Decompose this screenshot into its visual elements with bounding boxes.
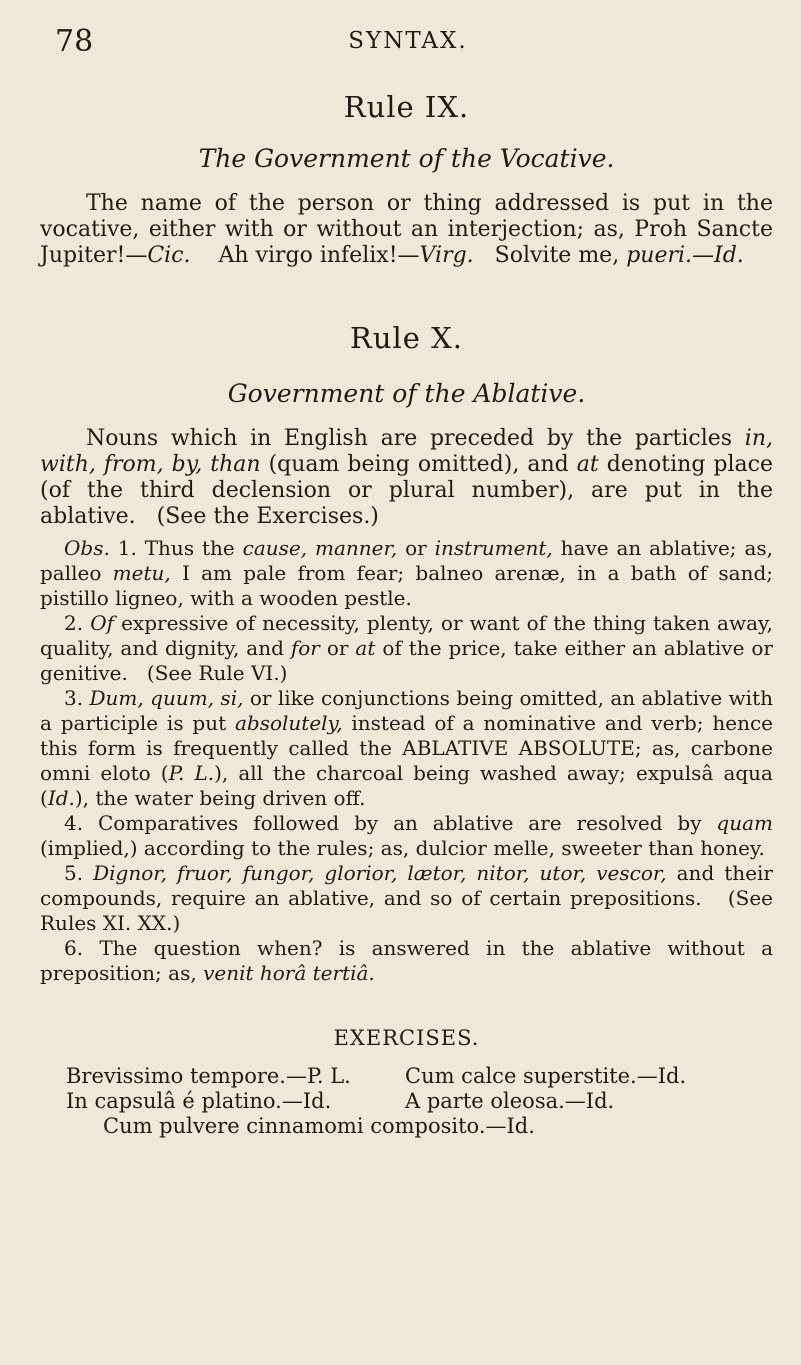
rule-ix-subtitle: The Government of the Vocative.: [198, 144, 615, 173]
observation-3: 3. Dum, quum, si, or like conjunctions being omitted, an ablative with a participle is put absolutely, instead of a nominative and verb; hence this form is frequently called the ABLATIVE ABSOLUTE; as, carbone omni eloto (P. L.), all the charcoal being washed away; expulsâ aqua (Id.), the water being driven off.: [40, 686, 773, 810]
exercises-heading: EXERCISES.: [333, 1026, 480, 1050]
exercise-item: Cum pulvere cinnamomi composito.—Id.: [103, 1114, 535, 1138]
page-content: [40, 90, 780, 1139]
running-head: SYNTAX.: [348, 28, 468, 54]
exercise-item: Brevissimo tempore.—P. L.: [66, 1064, 351, 1088]
exercise-item: Cum calce superstite.—Id.: [405, 1064, 687, 1088]
exercise-item: In capsulâ é platino.—Id.: [66, 1089, 332, 1113]
observation-4: 4. Comparatives followed by an ablative are resolved by quam (implied,) according to the rules; as, dulcior melle, sweeter than honey.: [40, 811, 773, 860]
rule-ix-title: Rule IX.: [343, 90, 470, 124]
exercise-row: [40, 1064, 773, 1089]
observation-1: Obs. 1. Thus the cause, manner, or instrument, have an ablative; as, palleo metu, I am pale from fear; balneo arenæ, in a bath of sand; pistillo ligneo, with a wooden pestle.: [40, 536, 773, 610]
observation-2: 2. Of expressive of necessity, plenty, or want of the thing taken away, quality, and dignity, and for or at of the price, take either an ablative or genitive. (See Rule VI.): [40, 611, 780, 685]
observation-6: 6. The question when? is answered in the ablative without a preposition; as, venit horâ tertiâ.: [40, 936, 773, 985]
exercise-row: [40, 1089, 773, 1114]
exercises-section: [40, 1026, 773, 1139]
exercise-item: A parte oleosa.—Id.: [405, 1089, 615, 1113]
observations: [40, 536, 780, 986]
exercises-list: [40, 1064, 773, 1139]
rule-x-paragraph: Nouns which in English are preceded by the particles in, with, from, by, than (quam being omitted), and at denoting place (of the third declension or plural number), are put in the ablative. (See the Exercises.): [40, 426, 780, 529]
page-number: 78: [55, 24, 94, 59]
rule-ix-paragraph: The name of the person or thing addressed is put in the vocative, either with or without an interjection; as, Proh Sancte Jupiter!—Cic. Ah virgo infelix!—Virg. Solvite me, pueri.—Id.: [40, 191, 773, 268]
rule-x-section: [40, 321, 780, 530]
page-header: [55, 24, 741, 64]
rule-x-title: Rule X.: [349, 321, 464, 355]
observation-5: 5. Dignor, fruor, fungor, glorior, lætor, nitor, utor, vescor, and their compounds, require an ablative, and so of certain prepositions. (See Rules XI. XX.): [40, 861, 780, 935]
rule-ix-section: [40, 90, 773, 269]
rule-x-subtitle: Government of the Ablative.: [227, 379, 586, 408]
